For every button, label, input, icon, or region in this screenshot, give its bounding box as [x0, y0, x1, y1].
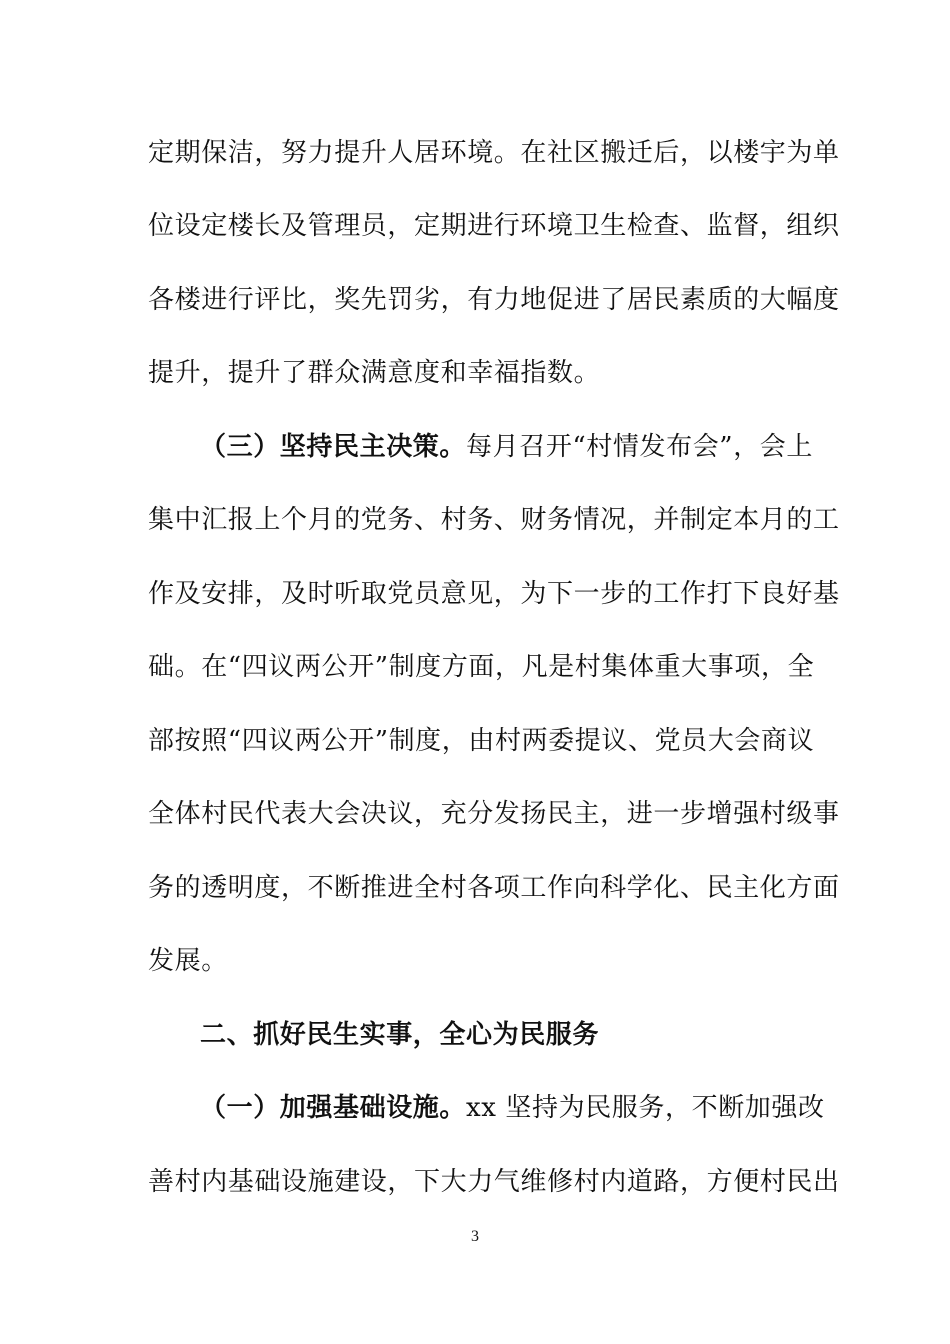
paragraph-line: 务的透明度，不断推进全村各项工作向科学化、民主化方面	[148, 873, 840, 903]
section-one-text: xx 坚持为民服务，不断加强改	[466, 1093, 825, 1123]
page-number: 3	[471, 1228, 479, 1245]
paragraph-line: 发展。	[148, 946, 228, 976]
section-three-text: 每月召开“村情发布会”，会上	[466, 432, 813, 462]
paragraph-line: 全体村民代表大会决议，充分发扬民主，进一步增强村级事	[148, 799, 840, 829]
paragraph-line: 集中汇报上个月的党务、村务、财务情况，并制定本月的工	[148, 505, 840, 535]
paragraph-line: 础。在“四议两公开”制度方面，凡是村集体重大事项，全	[148, 652, 815, 682]
section-three-heading: （三）坚持民主决策。	[200, 432, 467, 462]
part-two-heading: 二、抓好民生实事，全心为民服务	[200, 1020, 600, 1050]
section-three-first-line	[200, 427, 813, 467]
paragraph-line: 定期保洁，努力提升人居环境。在社区搬迁后，以楼宇为单	[148, 138, 840, 168]
paragraph-line: 位设定楼长及管理员，定期进行环境卫生检查、监督，组织	[148, 211, 840, 241]
section-one-first-line	[200, 1088, 825, 1128]
paragraph-line: 善村内基础设施建设，下大力气维修村内道路，方便村民出	[148, 1167, 840, 1197]
paragraph-line: 各楼进行评比，奖先罚劣，有力地促进了居民素质的大幅度	[148, 285, 840, 315]
section-one-heading: （一）加强基础设施。	[200, 1093, 467, 1123]
paragraph-line: 作及安排，及时听取党员意见，为下一步的工作打下良好基	[148, 579, 840, 609]
paragraph-line: 部按照“四议两公开”制度，由村两委提议、党员大会商议	[148, 726, 815, 756]
paragraph-line: 提升，提升了群众满意度和幸福指数。	[148, 358, 601, 388]
